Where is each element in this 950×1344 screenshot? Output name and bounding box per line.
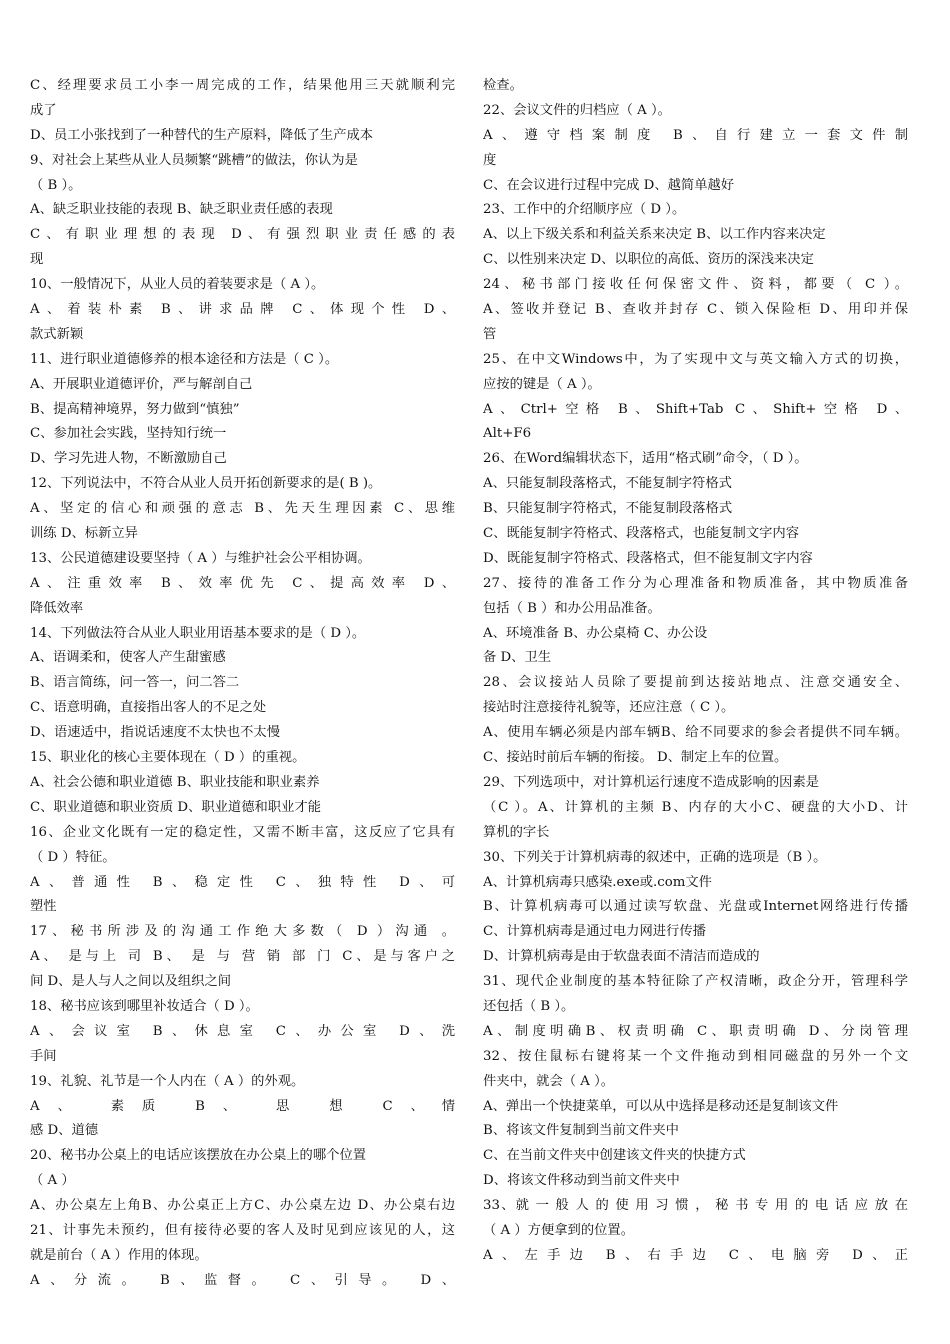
text-line: 24、秘书部门接收任何保密文件、资料，都要（ C ）。 <box>483 277 908 293</box>
text-line: 23、工作中的介绍顺序应（ D ）。 <box>483 202 686 218</box>
text-line: B、语言简练，问一答一，问二答二 <box>30 675 240 691</box>
text-line: A、弹出一个快捷菜单，可以从中选择是移动还是复制该文件 <box>483 1098 839 1114</box>
text-line: 15、职业化的核心主要体现在（ D ）的重视。 <box>30 750 306 766</box>
text-line: C、计算机病毒是通过电力网进行传播 <box>483 924 706 940</box>
text-line: A、语调柔和，使客人产生甜蜜感 <box>30 650 226 666</box>
text-line: A、会议室 B、休息室 C、办公室 D、洗 <box>30 1023 455 1039</box>
text-line: D、学习先进人物，不断激励自己 <box>30 451 227 467</box>
text-line: 31、现代企业制度的基本特征除了产权清晰，政企分开，管理科学 <box>483 974 908 990</box>
text-line: 还包括（ B ）。 <box>483 998 575 1014</box>
text-line: A、办公桌左上角B、办公桌正上方C、办公桌左边 D、办公桌右边 <box>30 1198 455 1214</box>
text-line: （ A ） <box>30 1173 75 1189</box>
text-line: D、将该文件移动到当前文件夹中 <box>483 1173 680 1189</box>
text-line: C、接站时前后车辆的衔接。 D、制定上车的位置。 <box>483 750 788 766</box>
text-line: A、左手边 B、右手边 C、电脑旁 D、正 <box>483 1247 908 1263</box>
text-line: A、制度明确B、权责明确 C、职责明确 D、分岗管理 <box>483 1023 908 1039</box>
text-line: A、环境准备 B、办公桌椅 C、办公设 <box>483 625 708 641</box>
text-line: C、有职业理想的表现 D、有强烈职业责任感的表 <box>30 227 455 243</box>
text-line: 件夹中，就会（ A ）。 <box>483 1073 615 1089</box>
text-line: 30、下列关于计算机病毒的叙述中，正确的选项是（B ）。 <box>483 849 827 865</box>
text-line: A、签收并登记 B、查收并封存 C、锁入保险柜 D、用印并保 <box>483 302 908 318</box>
text-line: 接站时注意接待礼貌等，还应注意（ C ）。 <box>483 700 735 716</box>
text-line: A、只能复制段落格式，不能复制字符格式 <box>483 476 732 492</box>
text-line: A、着装朴素 B、讲求品牌 C、体现个性 D、 <box>30 302 455 318</box>
text-line: （ B ）。 <box>30 177 82 193</box>
text-line: A、社会公德和职业道德 B、职业技能和职业素养 <box>30 774 320 790</box>
text-line: B、提高精神境界，努力做到“慎独” <box>30 401 240 417</box>
text-line: 21、计事先未预约，但有接待必要的客人及时见到应该见的人，这 <box>30 1222 455 1238</box>
text-line: 算机的字长 <box>483 824 550 840</box>
text-line: C、职业道德和职业资质 D、职业道德和职业才能 <box>30 799 321 815</box>
text-line: 26、在Word编辑状态下，适用“格式刷”命令，（ D ）。 <box>483 451 808 467</box>
text-line: 就是前台（ A ）作用的体现。 <box>30 1247 208 1263</box>
text-line: 训练 D、标新立异 <box>30 526 138 542</box>
left-column <box>30 74 455 1294</box>
text-line: 现 <box>30 252 44 268</box>
text-line: 19、礼貌、礼节是一个人内在（ A ）的外观。 <box>30 1073 305 1089</box>
text-line: 12、下列说法中，不符合从业人员开拓创新要求的是( B )。 <box>30 476 382 492</box>
text-line: 手间 <box>30 1048 57 1064</box>
text-line: A、普通性 B、稳定性 C、独特性 D、可 <box>30 874 455 890</box>
text-line: B、将该文件复制到当前文件夹中 <box>483 1123 679 1139</box>
text-line: （C ）。A、计算机的主频 B、内存的大小C、硬盘的大小D、计 <box>483 799 908 815</box>
text-line: A、 素质 B、 思 想 C、情 <box>30 1098 455 1114</box>
text-line: A、遵守档案制度 B、自行建立一套文件制 <box>483 127 908 143</box>
text-line: 11、进行职业道德修养的根本途径和方法是（ C ）。 <box>30 351 339 367</box>
text-line: 28、会议接站人员除了要提前到达接站地点、注意交通安全、 <box>483 675 908 691</box>
text-line: 包括（ B ）和办公用品准备。 <box>483 600 661 616</box>
text-line: 度 <box>483 152 497 168</box>
text-line: 27、接待的准备工作分为心理准备和物质准备，其中物质准备 <box>483 575 908 591</box>
text-line: D、既能复制字符格式、段落格式，但不能复制文字内容 <box>483 550 813 566</box>
text-line: A、分流。 B、监督。 C、引导。 D、 <box>30 1272 455 1288</box>
text-line: 16、企业文化既有一定的稳定性，又需不断丰富，这反应了它具有 <box>30 824 455 840</box>
text-line: A、 是与上 司 B、 是 与 营 销 部 门 C、是与客户之 <box>30 949 455 965</box>
text-line: A、计算机病毒只感染.exe或.com文件 <box>483 874 712 890</box>
text-line: 9、对社会上某些从业人员频繁“跳槽”的做法，你认为是 <box>30 152 358 168</box>
text-line: 25、在中文Windows中，为了实现中文与英文输入方式的切换， <box>483 351 908 367</box>
text-line: D、语速适中，指说话速度不太快也不太慢 <box>30 725 281 741</box>
text-line: C、参加社会实践，坚持知行统一 <box>30 426 227 442</box>
text-line: A、开展职业道德评价，严与解剖自己 <box>30 376 253 392</box>
text-line: A、以上下级关系和利益关系来决定 B、以工作内容来决定 <box>483 227 826 243</box>
text-line: C、语意明确，直接指出客人的不足之处 <box>30 700 267 716</box>
text-line: 18、秘书应该到哪里补妆适合（ D ）。 <box>30 998 259 1014</box>
text-line: 感 D、道德 <box>30 1123 99 1139</box>
text-line: 32、按住鼠标右键将某一个文件拖动到相同磁盘的另外一个文 <box>483 1048 908 1064</box>
text-line: 10、一般情况下，从业人员的着装要求是（ A ）。 <box>30 277 325 293</box>
text-line: 检查。 <box>483 78 523 93</box>
text-line: 成了 <box>30 102 57 118</box>
text-line: 备 D、卫生 <box>483 650 552 666</box>
text-line: 20、秘书办公桌上的电话应该摆放在办公桌上的哪个位置 <box>30 1148 367 1164</box>
text-line: 22、会议文件的归档应（ A ）。 <box>483 102 671 118</box>
text-line: 13、公民道德建设要坚持（ A ）与维护社会公平相协调。 <box>30 550 371 566</box>
text-line: A、注重效率 B、效率优先 C、提高效率 D、 <box>30 575 455 591</box>
text-line: B、只能复制字符格式，不能复制段落格式 <box>483 501 733 517</box>
text-line: C、经理要求员工小李一周完成的工作，结果他用三天就顺利完 <box>30 78 455 93</box>
text-line: （ A ）方便拿到的位置。 <box>483 1222 635 1238</box>
text-line: A、使用车辆必须是内部车辆B、给不同要求的参会者提供不同车辆。 <box>483 725 908 741</box>
text-line: 应按的键是（ A ）。 <box>483 376 601 392</box>
text-line: 间 D、是人与人之间以及组织之间 <box>30 974 232 990</box>
text-line: D、员工小张找到了一种替代的生产原料，降低了生产成本 <box>30 127 374 143</box>
text-line: （ D ）特征。 <box>30 849 116 865</box>
text-line: A、Ctrl+空格 B、Shift+Tab C、Shift+空格 D、 <box>483 401 908 417</box>
text-line: 管 <box>483 326 497 342</box>
text-line: C、在会议进行过程中完成 D、越简单越好 <box>483 177 735 193</box>
text-line: 33、就 一 般 人 的 使 用 习 惯 ， 秘 书 专 用 的 电 话 应 放 在 <box>483 1198 908 1214</box>
text-line: A、缺乏职业技能的表现 B、缺乏职业责任感的表现 <box>30 202 333 218</box>
text-line: D、计算机病毒是由于软盘表面不清洁而造成的 <box>483 949 760 965</box>
text-line: 17、秘书所涉及的沟通工作绝大多数（ D ）沟通 。 <box>30 924 455 940</box>
text-line: 款式新颖 <box>30 326 84 342</box>
text-line: 降低效率 <box>30 600 84 616</box>
text-line: 29、下列选项中，对计算机运行速度不造成影响的因素是 <box>483 774 820 790</box>
text-line: 塑性 <box>30 899 57 915</box>
text-line: A、坚定的信心和顽强的意志 B、先天生理因素 C、思维 <box>30 501 455 517</box>
text-line: B、计算机病毒可以通过读写软盘、光盘或Internet网络进行传播 <box>483 899 908 915</box>
text-line: C、既能复制字符格式、段落格式，也能复制文字内容 <box>483 526 800 542</box>
right-column <box>483 74 908 1269</box>
text-line: C、在当前文件夹中创建该文件夹的快捷方式 <box>483 1148 746 1164</box>
text-line: Alt+F6 <box>483 426 532 442</box>
text-line: C、以性别来决定 D、以职位的高低、资历的深浅来决定 <box>483 252 814 268</box>
text-line: 14、下列做法符合从业人职业用语基本要求的是（ D ）。 <box>30 625 366 641</box>
